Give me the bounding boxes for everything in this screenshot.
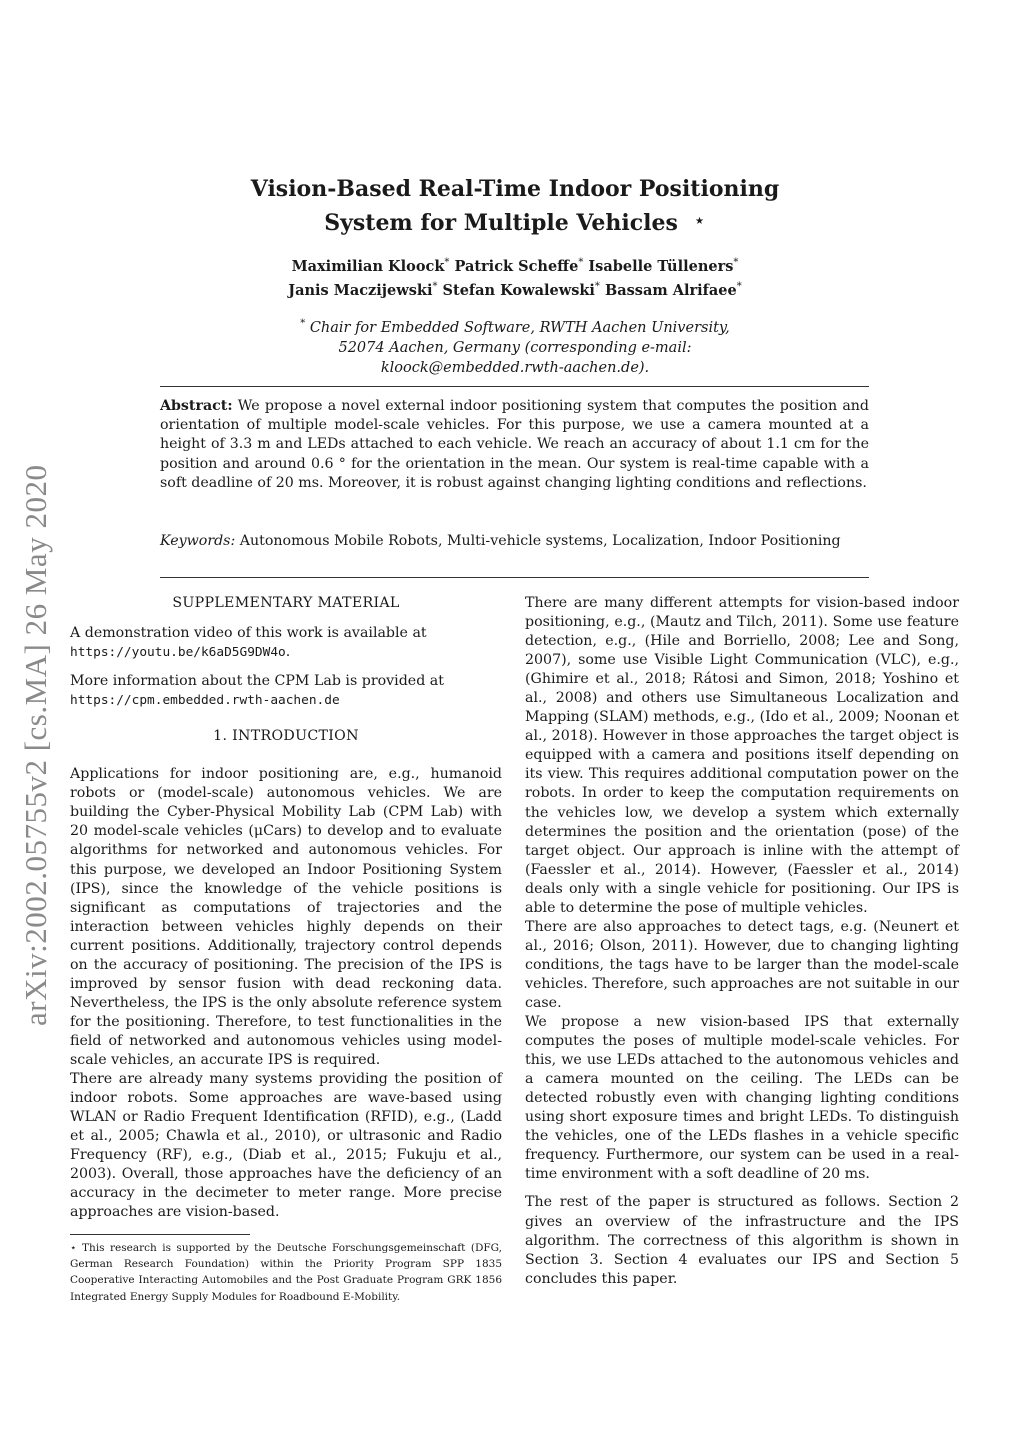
- author-mark: *: [733, 257, 739, 268]
- abstract: [160, 397, 869, 493]
- supplementary-lab-text: More information about the CPM Lab is provided at: [70, 673, 444, 690]
- paper-title: [160, 174, 870, 239]
- author-mark: *: [736, 280, 742, 292]
- supplementary-video-paragraph: [70, 624, 502, 662]
- keywords-label: Keywords:: [160, 533, 236, 549]
- right-paragraph-2: There are also approaches to detect tags, e.g. (Neunert et al., 2016; Olson, 2011). However, due to changing lighting conditions, the tags have to be larger than the model-scale vehicles. Therefore, such approaches are not suitable in our case.: [525, 918, 959, 1011]
- intro-paragraph-2: There are already many systems providing the position of indoor robots. Some approaches are wave-based using WLAN or Radio Frequent Identification (RFID), e.g., (Ladd et al., 2005; Chawla et al., 2010), or ultrasonic and Radio Frequency (RF), e.g., (Diab et al., 2015; Fukuju et al., 2003). Overall, those approaches have the deficiency of an accuracy in the decimeter to meter range. More precise approaches are vision-based.: [70, 1071, 502, 1221]
- author-name: Janis Maczijewski: [288, 281, 433, 299]
- intro-paragraph-1: Applications for indoor positioning are, e.g., humanoid robots or (model-scale) autonomous vehicles. We are building the Cyber-Physical Mobility Lab (CPM Lab) with 20 model-scale vehicles (μCars) to develop and to evaluate algorithms for networked and autonomous vehicles. For this purpose, we developed an Indoor Positioning System (IPS), since the knowledge of the vehicle positions is significant as computations of trajectories and the interaction between vehicles highly depends on their current positions. Additionally, trajectory control depends on the accuracy of positioning. The precision of the IPS is improved by sensor fusion with dead reckoning data. Nevertheless, the IPS is the only absolute reference system for the positioning. Therefore, to test functionalities in the field of networked and autonomous vehicles using model-scale vehicles, an accurate IPS is required.: [70, 766, 502, 1068]
- supplementary-lab-paragraph: [70, 672, 502, 710]
- abstract-top-rule: [160, 386, 869, 387]
- affiliation-line: 52074 Aachen, Germany (corresponding e-mail:: [338, 339, 692, 356]
- author-name: Patrick Scheffe: [454, 257, 579, 275]
- affiliation-mark: *: [300, 318, 306, 329]
- affiliation: [160, 314, 870, 378]
- abstract-bottom-rule: [160, 577, 869, 578]
- footnote-text: This research is supported by the Deutsche Forschungsgemeinschaft (DFG, German Research Foundation) within the Priority Program SPP 1835 Cooperative Interacting Automobiles and the Post Graduate Program GRK 1856 Integrated Energy Supply Modules for Roadbound E-Mobility.: [70, 1242, 503, 1303]
- author-list: [160, 253, 870, 301]
- supplementary-heading: SUPPLEMENTARY MATERIAL: [172, 595, 400, 611]
- right-column: [525, 594, 959, 1289]
- right-paragraph-3: We propose a new vision-based IPS that externally computes the poses of multiple model-scale vehicles. For this, we use LEDs attached to the autonomous vehicles and a camera mounted on the ceiling. The LEDs can be detected robustly even with changing lighting conditions using short exposure times and bright LEDs. To distinguish the vehicles, one of the LEDs flashes in a vehicle specific frequency. Furthermore, our system can be used in a real-time environment with a soft deadline of 20 ms.: [525, 1014, 959, 1183]
- footnote-mark: ⋆: [70, 1242, 77, 1254]
- left-column: [70, 594, 502, 1222]
- author-name: Bassam Alrifaee: [604, 281, 737, 299]
- author-mark: *: [594, 280, 600, 292]
- right-paragraph-1: There are many different attempts for vision-based indoor positioning, e.g., (Mautz and Tilch, 2011). Some use feature detection, e.g., (Hile and Borriello, 2008; Lee and Song, 2007), some use Visible Light Communication (VLC), e.g., (Ghimire et al., 2018; Rátosi and Simon, 2018; Yoshino et al., 2008) and others use Simultaneous Localization and Mapping (SLAM) methods, e.g., (Ido et al., 2009; Noonan et al., 2018). However in those approaches the target object is equipped with a camera and positions itself depending on its view. This requires additional computation power on the robots. In order to keep the computation requirements on the vehicles low, we develop a system which externally determines the position and the orientation (pose) of the target object. Our approach is inline with the attempt of (Faessler et al., 2014). However, (Faessler et al., 2014) deals only with a single vehicle for positioning. Our IPS is able to determine the pose of multiple vehicles.: [525, 595, 959, 916]
- title-line-1: Vision-Based Real-Time Indoor Positioning: [250, 176, 780, 202]
- supplementary-video-text: A demonstration video of this work is available at: [70, 625, 427, 642]
- abstract-label: Abstract:: [160, 398, 233, 414]
- affiliation-email[interactable]: kloock@embedded.rwth-aachen.de).: [380, 359, 650, 376]
- sentence-period: .: [285, 644, 291, 661]
- introduction-heading: 1. INTRODUCTION: [213, 728, 359, 745]
- author-name: Isabelle Tülleners: [588, 257, 734, 275]
- arxiv-identifier: arXiv:2002.05755v2 [cs.MA] 26 May 2020: [18, 464, 53, 1026]
- author-mark: *: [432, 280, 438, 292]
- author-name: Maximilian Kloock: [291, 257, 445, 275]
- video-link[interactable]: https://youtu.be/k6aD5G9DW4o: [70, 645, 286, 661]
- keywords: [160, 532, 869, 551]
- title-line-2: System for Multiple Vehicles: [324, 210, 678, 236]
- footnote-rule: [70, 1234, 250, 1235]
- footnote: [70, 1240, 502, 1305]
- author-mark: *: [444, 257, 450, 268]
- author-mark: *: [578, 257, 584, 268]
- keywords-text: Autonomous Mobile Robots, Multi-vehicle systems, Localization, Indoor Positioning: [239, 533, 841, 549]
- lab-link[interactable]: https://cpm.embedded.rwth-aachen.de: [70, 693, 340, 709]
- author-name: Stefan Kowalewski: [442, 281, 595, 299]
- title-footnote-star[interactable]: ⋆: [693, 208, 706, 232]
- right-paragraph-4: The rest of the paper is structured as follows. Section 2 gives an overview of the infrastructure and the IPS algorithm. The correctness of this algorithm is shown in Section 3. Section 4 evaluates our IPS and Section 5 concludes this paper.: [525, 1194, 959, 1287]
- affiliation-line: Chair for Embedded Software, RWTH Aachen University,: [309, 319, 730, 336]
- abstract-text: We propose a novel external indoor positioning system that computes the position and orientation of multiple model-scale vehicles. For this purpose, we use a camera mounted at a height of 3.3 m and LEDs attached to each vehicle. We reach an accuracy of about 1.1 cm for the position and around 0.6 ° for the orientation in the mean. Our system is real-time capable with a soft deadline of 20 ms. Moreover, it is robust against changing lighting conditions and reflections.: [160, 398, 869, 491]
